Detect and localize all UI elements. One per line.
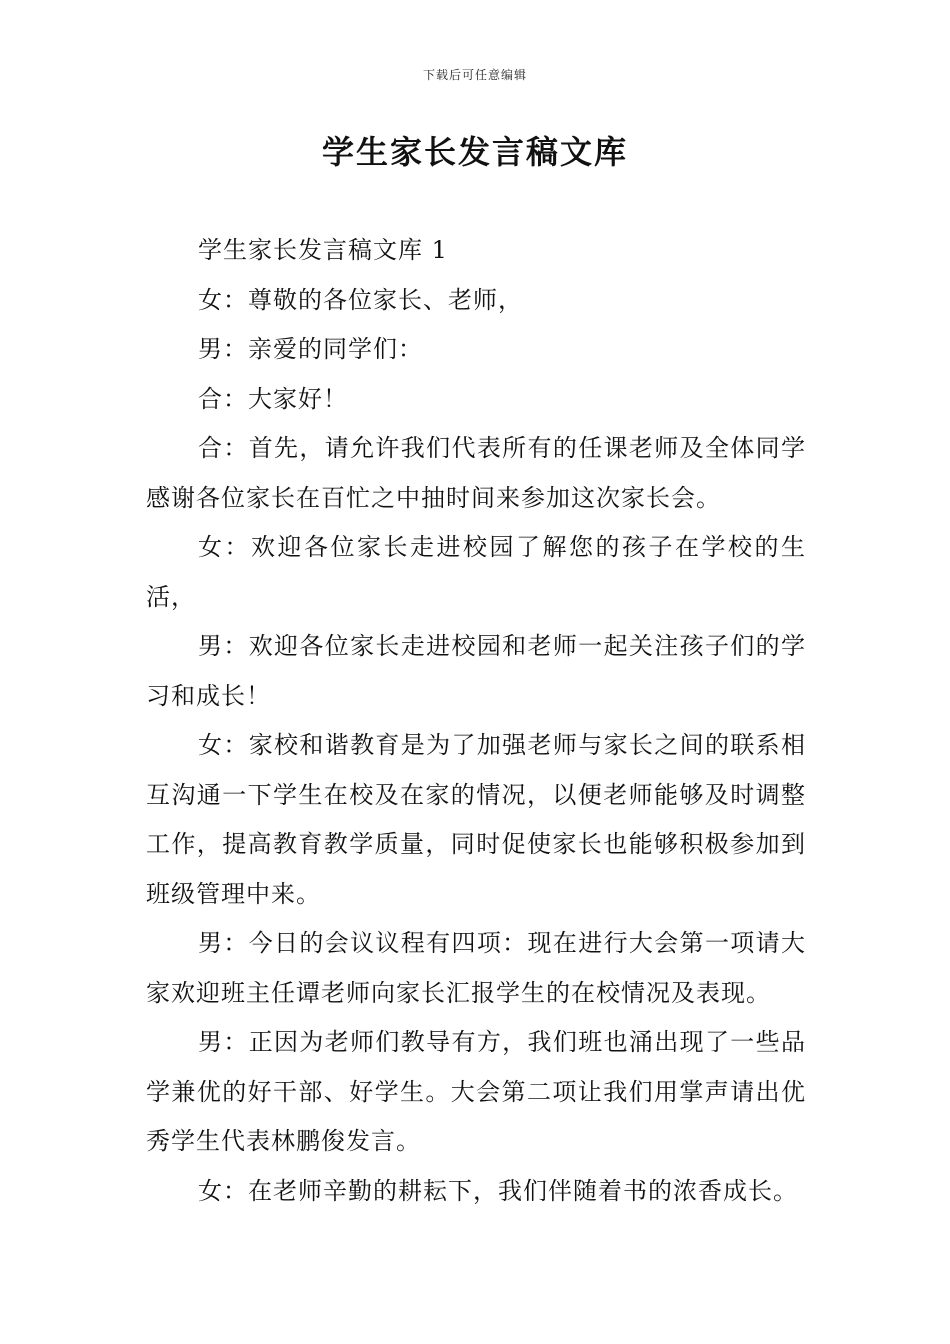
paragraph: 女：在老师辛勤的耕耘下，我们伴随着书的浓香成长。 [198, 1176, 798, 1205]
paragraph: 女：尊敬的各位家长、老师， [198, 285, 523, 314]
paragraph: 合：首先，请允许我们代表所有的任课老师及全体同学感谢各位家长在百忙之中抽时间来参加这次家长会。 [146, 434, 806, 512]
paragraph: 男：亲爱的同学们： [198, 335, 423, 363]
paragraph: 合：大家好！ [198, 384, 348, 413]
header-note: 下载后可任意编辑 [422, 68, 527, 82]
paragraph: 女：欢迎各位家长走进校园了解您的孩子在学校的生活， [146, 533, 806, 611]
paragraph: 男：欢迎各位家长走进校园和老师一起关注孩子们的学习和成长！ [146, 632, 806, 710]
paragraph: 男：今日的会议议程有四项：现在进行大会第一项请大家欢迎班主任谭老师向家长汇报学生的在校情况及表现。 [146, 929, 806, 1007]
document-title: 学生家长发言稿文库 [321, 133, 628, 171]
paragraph-subtitle: 学生家长发言稿文库 1 [198, 236, 448, 264]
paragraph: 女：家校和谐教育是为了加强老师与家长之间的联系相互沟通一下学生在校及在家的情况，以便老师能够及时调整工作，提高教育教学质量，同时促使家长也能够积极参加到班级管理中来。 [146, 731, 806, 908]
document-body [146, 226, 806, 1216]
paragraph: 男：正因为老师们教导有方，我们班也涌出现了一些品学兼优的好干部、好学生。大会第二项让我们用掌声请出优秀学生代表林鹏俊发言。 [146, 1028, 806, 1155]
